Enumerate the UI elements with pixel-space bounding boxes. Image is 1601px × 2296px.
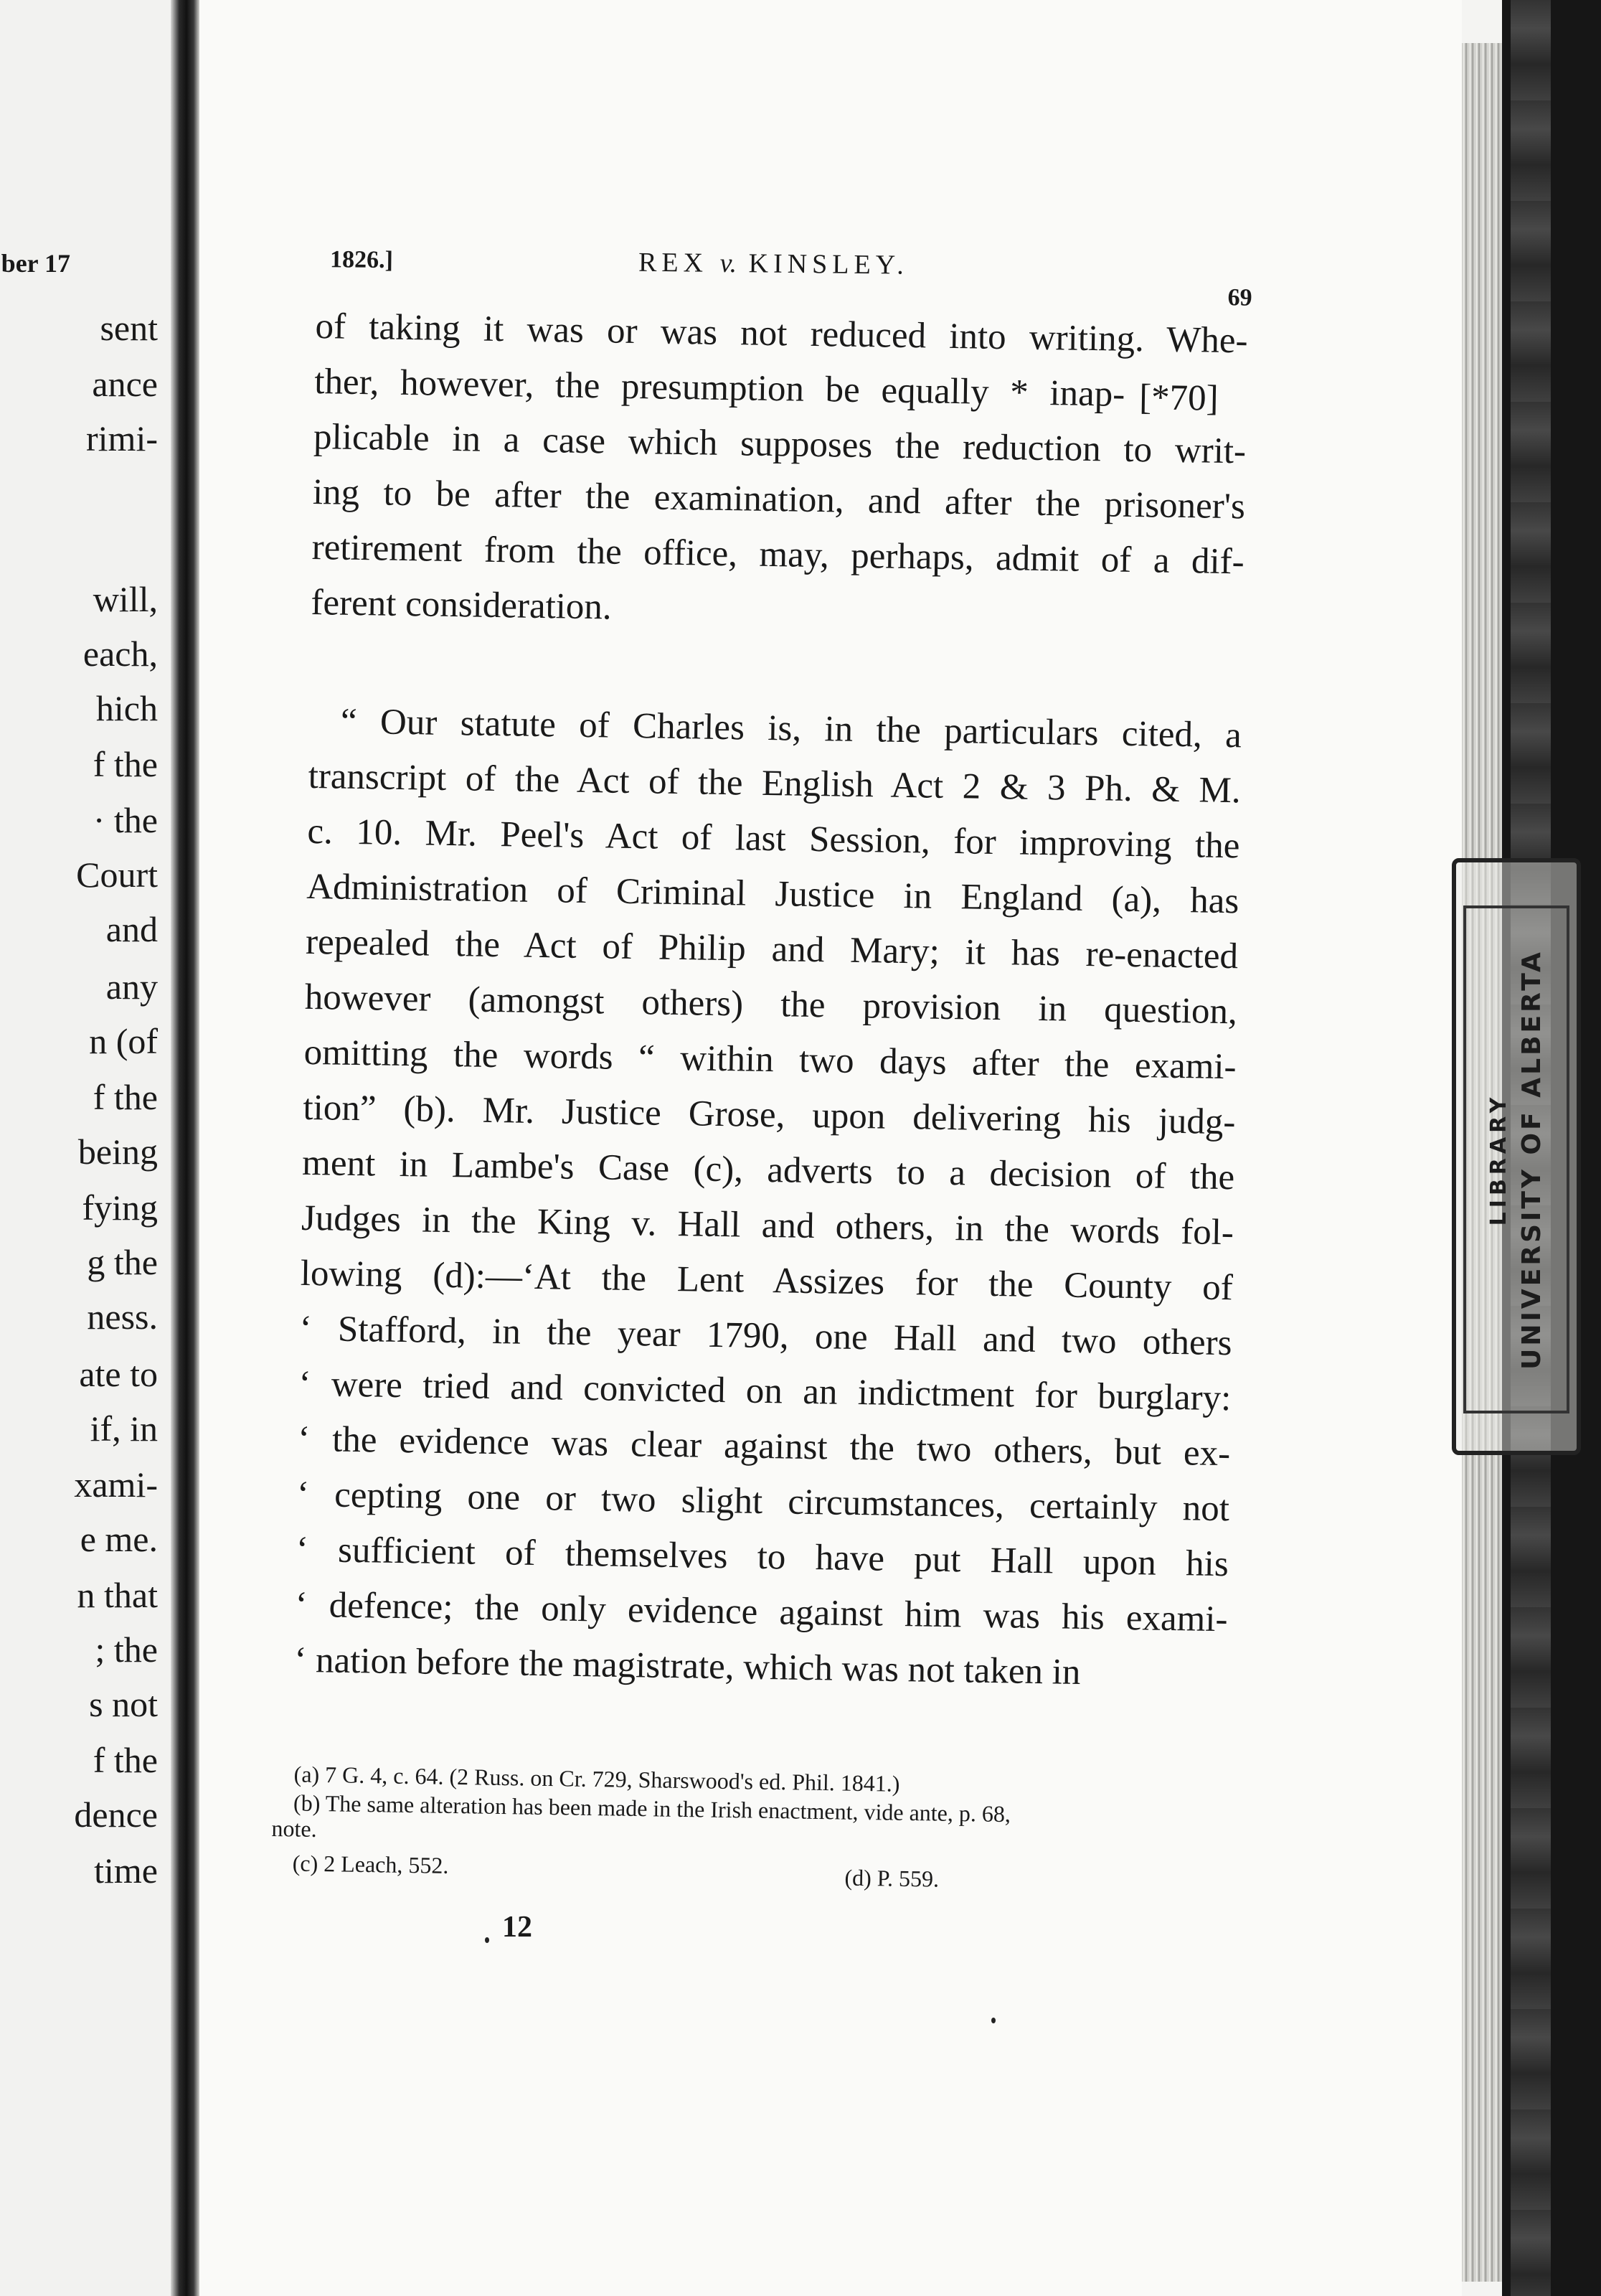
left-page-line: sent	[100, 308, 158, 348]
left-page-line: if, in	[90, 1408, 158, 1449]
left-page-line: being	[77, 1131, 158, 1172]
body-line: c. 10. Mr. Peel's Act of last Session, for improving the	[307, 811, 1240, 867]
left-page-line: and	[105, 909, 158, 949]
left-page-fragment	[0, 0, 171, 2296]
left-page-line: fying	[82, 1187, 158, 1228]
footnote-d: (d) P. 559.	[844, 1864, 940, 1892]
footnote-b: (b) The same alteration has been made in the Irish enactment, vide ante, p. 68,	[293, 1789, 1011, 1827]
left-page-line: Court	[76, 855, 158, 895]
body-line: ‘ the evidence was clear against the two others, but ex-	[297, 1418, 1231, 1474]
left-page-line: f the	[93, 1740, 158, 1780]
speck	[991, 2018, 996, 2023]
left-page-line: s not	[89, 1684, 158, 1724]
body-line: plicable in a case which supposes the reduction to writ-	[313, 416, 1247, 472]
signature-mark: 12	[502, 1911, 532, 1944]
footnote-b-continued: note.	[271, 1815, 317, 1842]
left-page-line: any	[105, 966, 158, 1007]
header-title-kinsley: KINSLEY.	[748, 248, 909, 281]
margin-page-reference: [*70]	[1138, 377, 1219, 419]
header-year: 1826.]	[329, 246, 394, 274]
body-line: ther, however, the presumption be equally * inap-	[313, 361, 1125, 415]
body-line: ‘ nation before the magistrate, which was not taken in	[293, 1639, 1081, 1693]
left-page-line: ance	[92, 364, 158, 404]
library-stamp	[1452, 858, 1581, 1455]
body-line: ‘ cepting one or two slight circumstances, certainly not	[296, 1474, 1230, 1530]
left-page-line: f the	[93, 1077, 158, 1117]
left-page-line: time	[94, 1850, 158, 1891]
header-title-v: v.	[719, 248, 737, 279]
body-line: ‘ sufficient of themselves to have put Hall upon his	[296, 1529, 1229, 1585]
body-line: ing to be after the examination, and after the prisoner's	[312, 471, 1246, 527]
left-page-line: dence	[74, 1794, 158, 1835]
stamp-line-library: LIBRARY	[1486, 1093, 1511, 1226]
page-number: 69	[1227, 284, 1252, 311]
left-page-line: ate to	[79, 1354, 158, 1394]
library-stamp-text	[1486, 949, 1546, 1370]
body-line: Administration of Criminal Justice in England (a), has	[306, 866, 1239, 922]
body-line: “ Our statute of Charles is, in the particulars cited, a	[340, 701, 1242, 756]
footnote-a: (a) 7 G. 4, c. 64. (2 Russ. on Cr. 729, Sharswood's ed. Phil. 1841.)	[293, 1761, 900, 1797]
left-page-line: ness.	[87, 1297, 158, 1337]
left-page-line: ; the	[95, 1629, 158, 1670]
header-title	[638, 247, 909, 281]
header-title-rex: REX	[638, 247, 709, 278]
left-page-line: n (of	[89, 1021, 158, 1061]
left-page-line: · the	[93, 800, 158, 840]
left-page-line: e me.	[80, 1519, 158, 1559]
stamp-line-university: UNIVERSITY OF ALBERTA	[1517, 949, 1546, 1370]
book-gutter	[171, 0, 199, 2296]
body-line: ment in Lambe's Case (c), adverts to a decision of the	[301, 1142, 1235, 1198]
body-line: Judges in the King v. Hall and others, in the words fol-	[301, 1198, 1234, 1253]
left-page-line: rimi-	[86, 418, 158, 458]
body-line: ‘ Stafford, in the year 1790, one Hall and two others	[299, 1308, 1232, 1364]
left-page-line: hich	[95, 688, 158, 728]
body-line: lowing (d):—‘At the Lent Assizes for the County of	[300, 1253, 1234, 1309]
body-line: ‘ were tried and convicted on an indictment for burglary:	[298, 1363, 1232, 1419]
body-line: ferent consideration.	[311, 582, 613, 628]
body-line: of taking it was or was not reduced into writing. Whe-	[315, 306, 1248, 362]
library-stamp-frame	[1463, 905, 1569, 1413]
footnote-c: (c) 2 Leach, 552.	[292, 1850, 449, 1878]
body-line: transcript of the Act of the English Act 2 & 3 Ph. & M.	[308, 756, 1242, 811]
body-line: omitting the words “ within two days after the exami-	[303, 1032, 1237, 1088]
left-page-line: will,	[93, 579, 158, 619]
body-line: however (amongst others) the provision in question,	[304, 977, 1238, 1032]
left-page-header: ber 17	[1, 249, 70, 278]
left-page-line: n that	[77, 1575, 158, 1615]
speck	[485, 1937, 489, 1943]
body-line: ‘ defence; the only evidence against him was his exami-	[295, 1584, 1228, 1640]
left-page-line: each,	[82, 634, 158, 674]
body-line: retirement from the office, may, perhaps, admit of a dif-	[311, 527, 1245, 583]
left-page-line: f the	[93, 744, 158, 784]
body-line: repealed the Act of Philip and Mary; it has re-enacted	[305, 921, 1239, 977]
body-line: tion” (b). Mr. Justice Grose, upon delivering his judg-	[303, 1087, 1236, 1143]
left-page-line: xami-	[74, 1464, 158, 1505]
left-page-line: g the	[87, 1242, 158, 1282]
